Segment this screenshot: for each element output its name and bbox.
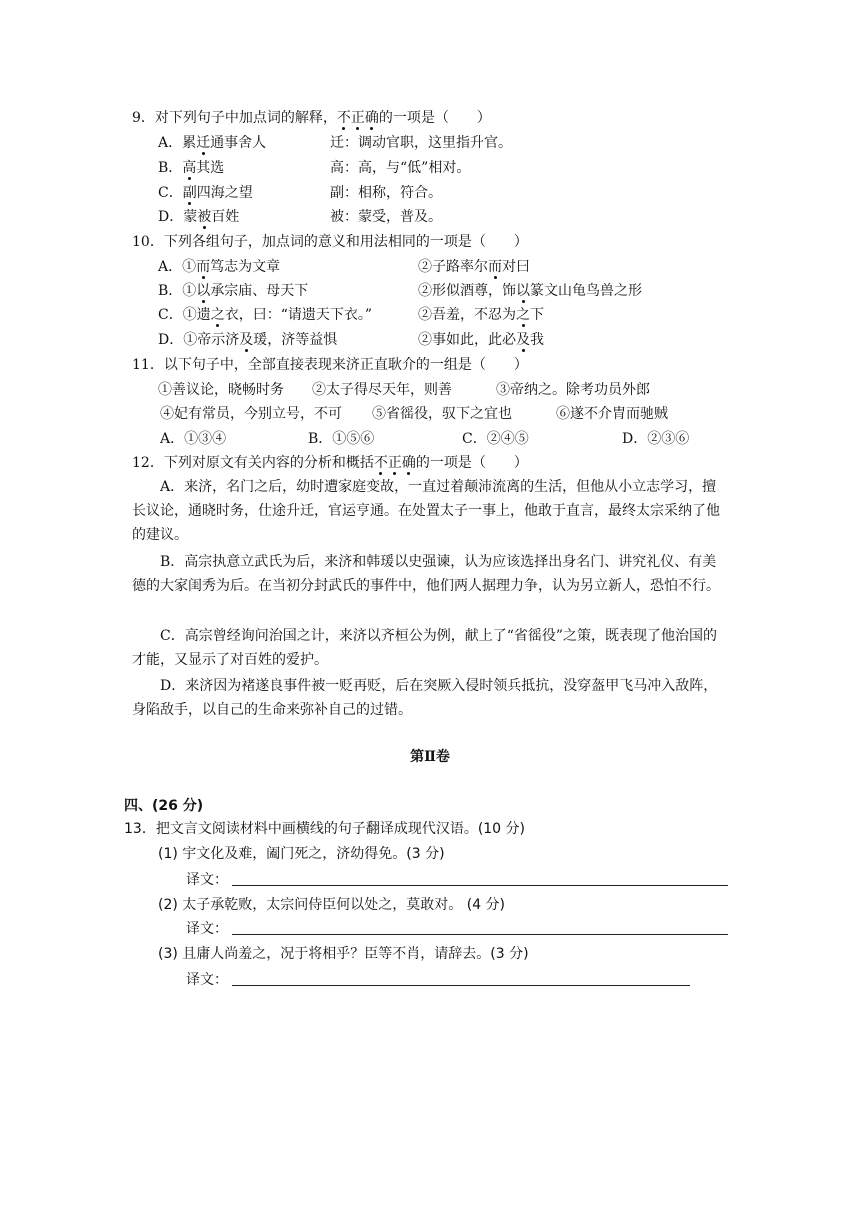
q13-item-2: (2) 太子承乾败，太宗问侍臣何以处之，莫敢对。 (4 分): [158, 897, 506, 913]
q13-item-1: (1) 宇文化及难，阖门死之，济幼得免。(3 分): [158, 846, 445, 862]
q9-explanation-a: 迁：调动官职，这里指升官。: [330, 135, 512, 151]
q11-item-6: ⑥遂不介胄而驰贼: [556, 406, 668, 422]
answer-line-2[interactable]: [232, 934, 728, 935]
q12-option-d: D．来济因为褚遂良事件被一贬再贬，后在突厥入侵时领兵抵抗，没穿盔甲飞马冲入敌阵，身陷敌手，以自己的生命来弥补自己的过错。: [132, 678, 718, 718]
q12-option-b: B．高宗执意立武氏为后，来济和韩瑗以史强谏，认为应该选择出身名门、讲究礼仪、有美德的大家闺秀为后。在当初分封武氏的事件中，他们两人据理力争，认为另立新人，恐怕不行。: [132, 554, 720, 594]
part2-title: 第Ⅱ卷: [410, 749, 450, 765]
section4-heading: 四、(26 分): [124, 798, 204, 814]
q11-answer-d: D．②③⑥: [622, 431, 690, 447]
q12-option-a: A．来济，名门之后，幼时遭家庭变故，一直过着颠沛流离的生活，但他从小立志学习，擅长议论，通晓时务，仕途升迁，官运亨通。在处置太子一事上，他敢于直言，最终太宗采纳了他的建议。: [132, 479, 720, 543]
q9-explanation-c: 副：相称，符合。: [330, 185, 442, 201]
q9-stem: 9．对下列句子中加点词的解释，不正确的一项是（ ）: [132, 110, 491, 126]
q10-option-d-right: ②事如此，此必及我: [418, 332, 544, 348]
answer-line-3[interactable]: [232, 985, 690, 986]
q11-item-5: ⑤省徭役，驭下之宜也: [372, 406, 512, 422]
q11-answer-b: B．①⑤⑥: [308, 431, 375, 447]
q9-explanation-b: 高：高，与“低”相对。: [330, 160, 471, 176]
q11-stem: 11．以下句子中，全部直接表现来济正直耿介的一组是（ ）: [132, 357, 528, 373]
q9-option-d: D．蒙被百姓: [158, 209, 240, 225]
answer-line-1[interactable]: [232, 885, 728, 886]
q10-option-c-left: C．①遗之衣，曰：“请遗天下衣。”: [158, 307, 373, 323]
q10-option-d-left: D．①帝示济及瑗，济等益惧: [158, 332, 338, 348]
q10-option-a-left: A．①而笃志为文章: [158, 259, 281, 275]
q11-item-4: ④妃有常员，今别立号，不可: [160, 406, 342, 422]
q11-answer-a: A．①③④: [160, 431, 227, 447]
q9-explanation-d: 被：蒙受，普及。: [330, 209, 442, 225]
q11-item-3: ③帝纳之。除考功员外郎: [496, 382, 650, 398]
q13-item-3: (3) 且庸人尚羞之，况于将相乎？臣等不肖，请辞去。(3 分): [158, 946, 529, 962]
q11-item-1: ①善议论，晓畅时务: [158, 382, 284, 398]
q10-option-b-left: B．①以承宗庙、母天下: [158, 283, 309, 299]
q10-option-c-right: ②吾羞，不忍为之下: [418, 307, 544, 323]
q13-stem: 13．把文言文阅读材料中画横线的句子翻译成现代汉语。(10 分): [124, 821, 526, 837]
q10-stem: 10．下列各组句子，加点词的意义和用法相同的一项是（ ）: [132, 234, 528, 250]
q9-option-a: A．累迁通事舍人: [158, 135, 267, 151]
q10-option-a-right: ②子路率尔而对曰: [418, 259, 530, 275]
q13-answer-label-1: 译文：: [186, 872, 228, 888]
q10-option-b-right: ②形似酒尊，饰以篆文山龟鸟兽之形: [418, 283, 642, 299]
q12-stem: 12．下列对原文有关内容的分析和概括不正确的一项是（ ）: [132, 455, 528, 471]
q9-option-c: C．副四海之望: [158, 185, 253, 201]
q13-answer-label-3: 译文：: [186, 972, 228, 988]
q11-answer-c: C．②④⑤: [462, 431, 529, 447]
q13-answer-label-2: 译文：: [186, 921, 228, 937]
q12-option-c: C．高宗曾经询问治国之计，来济以齐桓公为例，献上了“省徭役”之策，既表现了他治国的才能，又显示了对百姓的爱护。: [132, 628, 718, 668]
q9-option-b: B．高其选: [158, 160, 225, 176]
q11-item-2: ②太子得尽天年，则善: [312, 382, 452, 398]
